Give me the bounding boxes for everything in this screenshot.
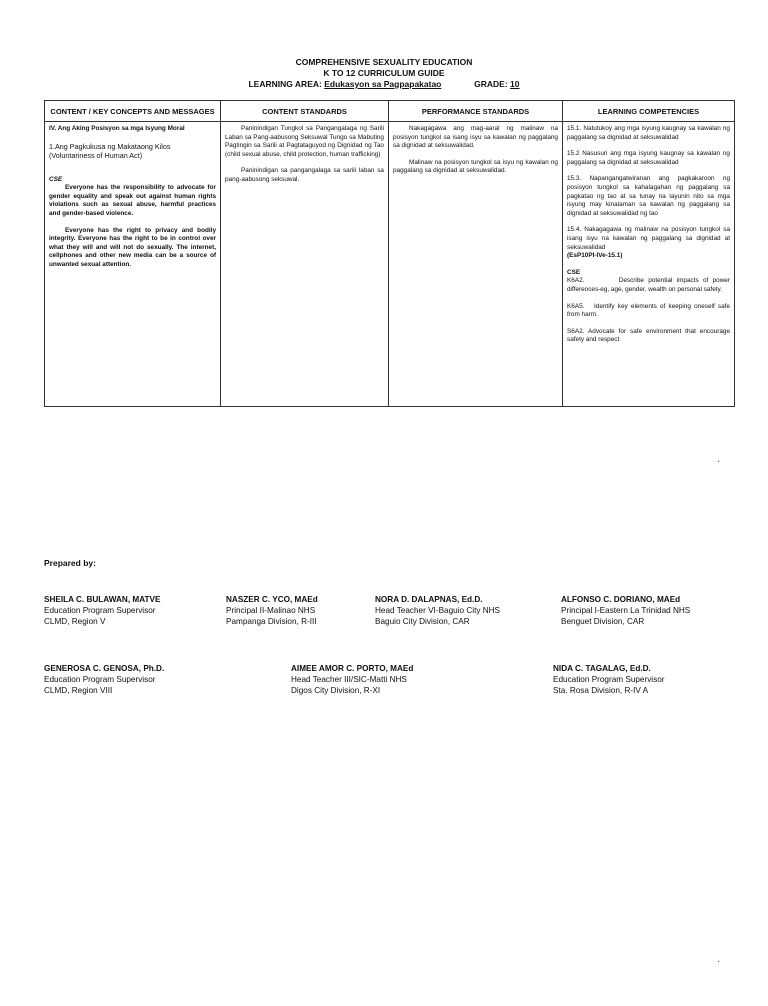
preparer-name: GENEROSA C. GENOSA, Ph.D. <box>44 664 165 673</box>
preparer-3 <box>375 594 500 627</box>
topic-text: 1.Ang Pagkukusa ng Makataong Kilos (Voluntariness of Human Act) <box>49 141 171 160</box>
k6a2-text: Describe potential impacts of power differences-eg, age, gender, wealth on personal safety. <box>567 277 730 293</box>
grade-label: GRADE: <box>474 79 508 89</box>
content-standard-2: Paninindigan sa pangangalaga sa sarili laban sa pang-aabusong seksuwal. <box>225 167 384 183</box>
competency-15-3: 15.3. Napangangatwiranan ang pagkakaroon ng posisyon tungkol sa kahalagahan ng paggalang sa pagkatao ng tao at sa tunay na layunin nito sa mga isyung may kinalaman sa kawalan ng paggalang sa dignidad at seksuwalidad ng tao <box>567 175 730 217</box>
preparer-5 <box>44 663 164 696</box>
competency-15-4: 15.4. Nakagagawa ng malinaw na posisyon tungkol sa isang isyu na kawalan ng paggalang sa dignidad at seksuwalidad <box>567 226 730 251</box>
preparer-6 <box>291 663 413 696</box>
table-row <box>45 122 735 407</box>
competency-15-2: 15.2 Nasusuri ang mga isyung kaugnay sa kawalan ng paggalang sa dignidad at seksuwalidad <box>567 150 730 166</box>
preparer-role: Head Teacher III/SIC-Matti NHS <box>291 675 407 684</box>
preparer-office: Pampanga Division, R-III <box>226 617 317 626</box>
grade-value: 10 <box>510 79 520 89</box>
k6a5-text: Identify key elements of keeping oneself safe from harm. <box>567 302 730 319</box>
performance-standards-cell <box>389 122 563 407</box>
preparer-role: Education Program Supervisor <box>44 606 156 615</box>
competency-k6a5 <box>567 303 730 320</box>
preparer-7 <box>553 663 665 696</box>
content-standard-1: Paninindigan Tungkol sa Pangangalaga ng Sarili Laban sa Pang-aabusong Seksuwal Tungo sa Mabuting Pagtingin sa Sarili at Pagtataguyod ng Dignidad ng Tao (child sexual abuse, child protection, human trafficking) <box>225 125 384 158</box>
k6a2-code: K6A2. <box>567 277 585 285</box>
preparer-name: SHEILA C. BULAWAN, MATVE <box>44 595 161 604</box>
preparer-role: Education Program Supervisor <box>44 675 156 684</box>
competency-cse-label: CSE <box>567 268 581 276</box>
key-concepts-cell <box>45 122 221 407</box>
preparer-name: NORA D. DALAPNAS, Ed.D. <box>375 595 483 604</box>
stray-mark-1: ˏ <box>717 452 720 462</box>
header-content-key-concepts: CONTENT / KEY CONCEPTS AND MESSAGES <box>45 101 221 122</box>
header-learning-competencies: LEARNING COMPETENCIES <box>563 101 735 122</box>
learning-area-value: Edukasyon sa Pagpapakatao <box>324 79 442 89</box>
preparer-office: CLMD, Region VIII <box>44 686 113 695</box>
cse-message-1: Everyone has the responsibility to advocate for gender equality and speak out against human rights violations such as sexual abuse, harmful practices and gender-based violence. <box>49 184 216 217</box>
competency-k6a2 <box>567 277 730 294</box>
cse-message-2: Everyone has the right to privacy and bodily integrity. Everyone has the right to be in control over what they will and will not do sexually. The internet, cellphones and other new media can be a source of unwanted sexual attention. <box>49 226 216 268</box>
preparer-name: ALFONSO C. DORIANO, MAEd <box>561 595 681 604</box>
competency-code: (EsP10PI-IVe-15.1) <box>567 252 623 260</box>
title-line-2: K TO 12 CURRICULUM GUIDE <box>323 68 445 78</box>
prepared-by-label: Prepared by: <box>44 558 96 568</box>
header-performance-standards: PERFORMANCE STANDARDS <box>389 101 563 122</box>
performance-standard-1: Nakagagawa ang mag-aaral ng malinaw na posisyon tungkol sa isang isyu sa kawalan ng paggalang sa dignidad at seksuwalidad. <box>393 125 558 150</box>
preparer-2 <box>226 594 318 627</box>
document-header <box>0 57 768 90</box>
section-heading: IV. Ang Aking Posisyon sa mga Isyung Moral <box>49 125 185 132</box>
preparer-office: CLMD, Region V <box>44 617 106 626</box>
preparer-office: Baguio City Division, CAR <box>375 617 470 626</box>
preparer-office: Sta. Rosa Division, R-IV A <box>553 686 649 695</box>
content-standards-cell <box>221 122 389 407</box>
performance-standard-2: Malinaw na posisyon tungkol sa isyu ng kawalan ng paggalang sa dignidad at seksuwalidad. <box>393 158 558 175</box>
preparer-name: NASZER C. YCO, MAEd <box>226 595 318 604</box>
preparer-office: Digos City Division, R-XI <box>291 686 381 695</box>
header-content-standards: CONTENT STANDARDS <box>221 101 389 122</box>
preparer-role: Principal II-Malinao NHS <box>226 606 316 615</box>
preparer-1 <box>44 594 160 627</box>
table-header-row <box>45 101 735 122</box>
k6a5-code: K6A5. <box>567 302 585 310</box>
learning-area-row <box>0 79 768 90</box>
stray-mark-2: ˏ <box>717 952 720 962</box>
cse-label: CSE <box>49 175 63 183</box>
preparer-role: Head Teacher VI-Baguio City NHS <box>375 606 500 615</box>
competency-s6a2: S6A2. Advocate for safe environment that encourage safety and respect <box>567 327 730 344</box>
preparer-role: Education Program Supervisor <box>553 675 665 684</box>
curriculum-table <box>44 100 735 407</box>
preparer-4 <box>561 594 690 627</box>
competency-15-1: 15.1. Natutukoy ang mga isyung kaugnay sa kawalan ng paggalang sa dignidad at seksuwalidad <box>567 125 730 141</box>
preparer-name: NIDA C. TAGALAG, Ed.D. <box>553 664 651 673</box>
learning-area-label: LEARNING AREA: <box>248 79 322 89</box>
title-line-1: COMPREHENSIVE SEXUALITY EDUCATION <box>295 57 473 67</box>
preparer-name: AIMEE AMOR C. PORTO, MAEd <box>291 664 414 673</box>
preparer-role: Principal I-Eastern La Trinidad NHS <box>561 606 691 615</box>
learning-competencies-cell <box>563 122 735 407</box>
preparer-office: Benguet Division, CAR <box>561 617 645 626</box>
